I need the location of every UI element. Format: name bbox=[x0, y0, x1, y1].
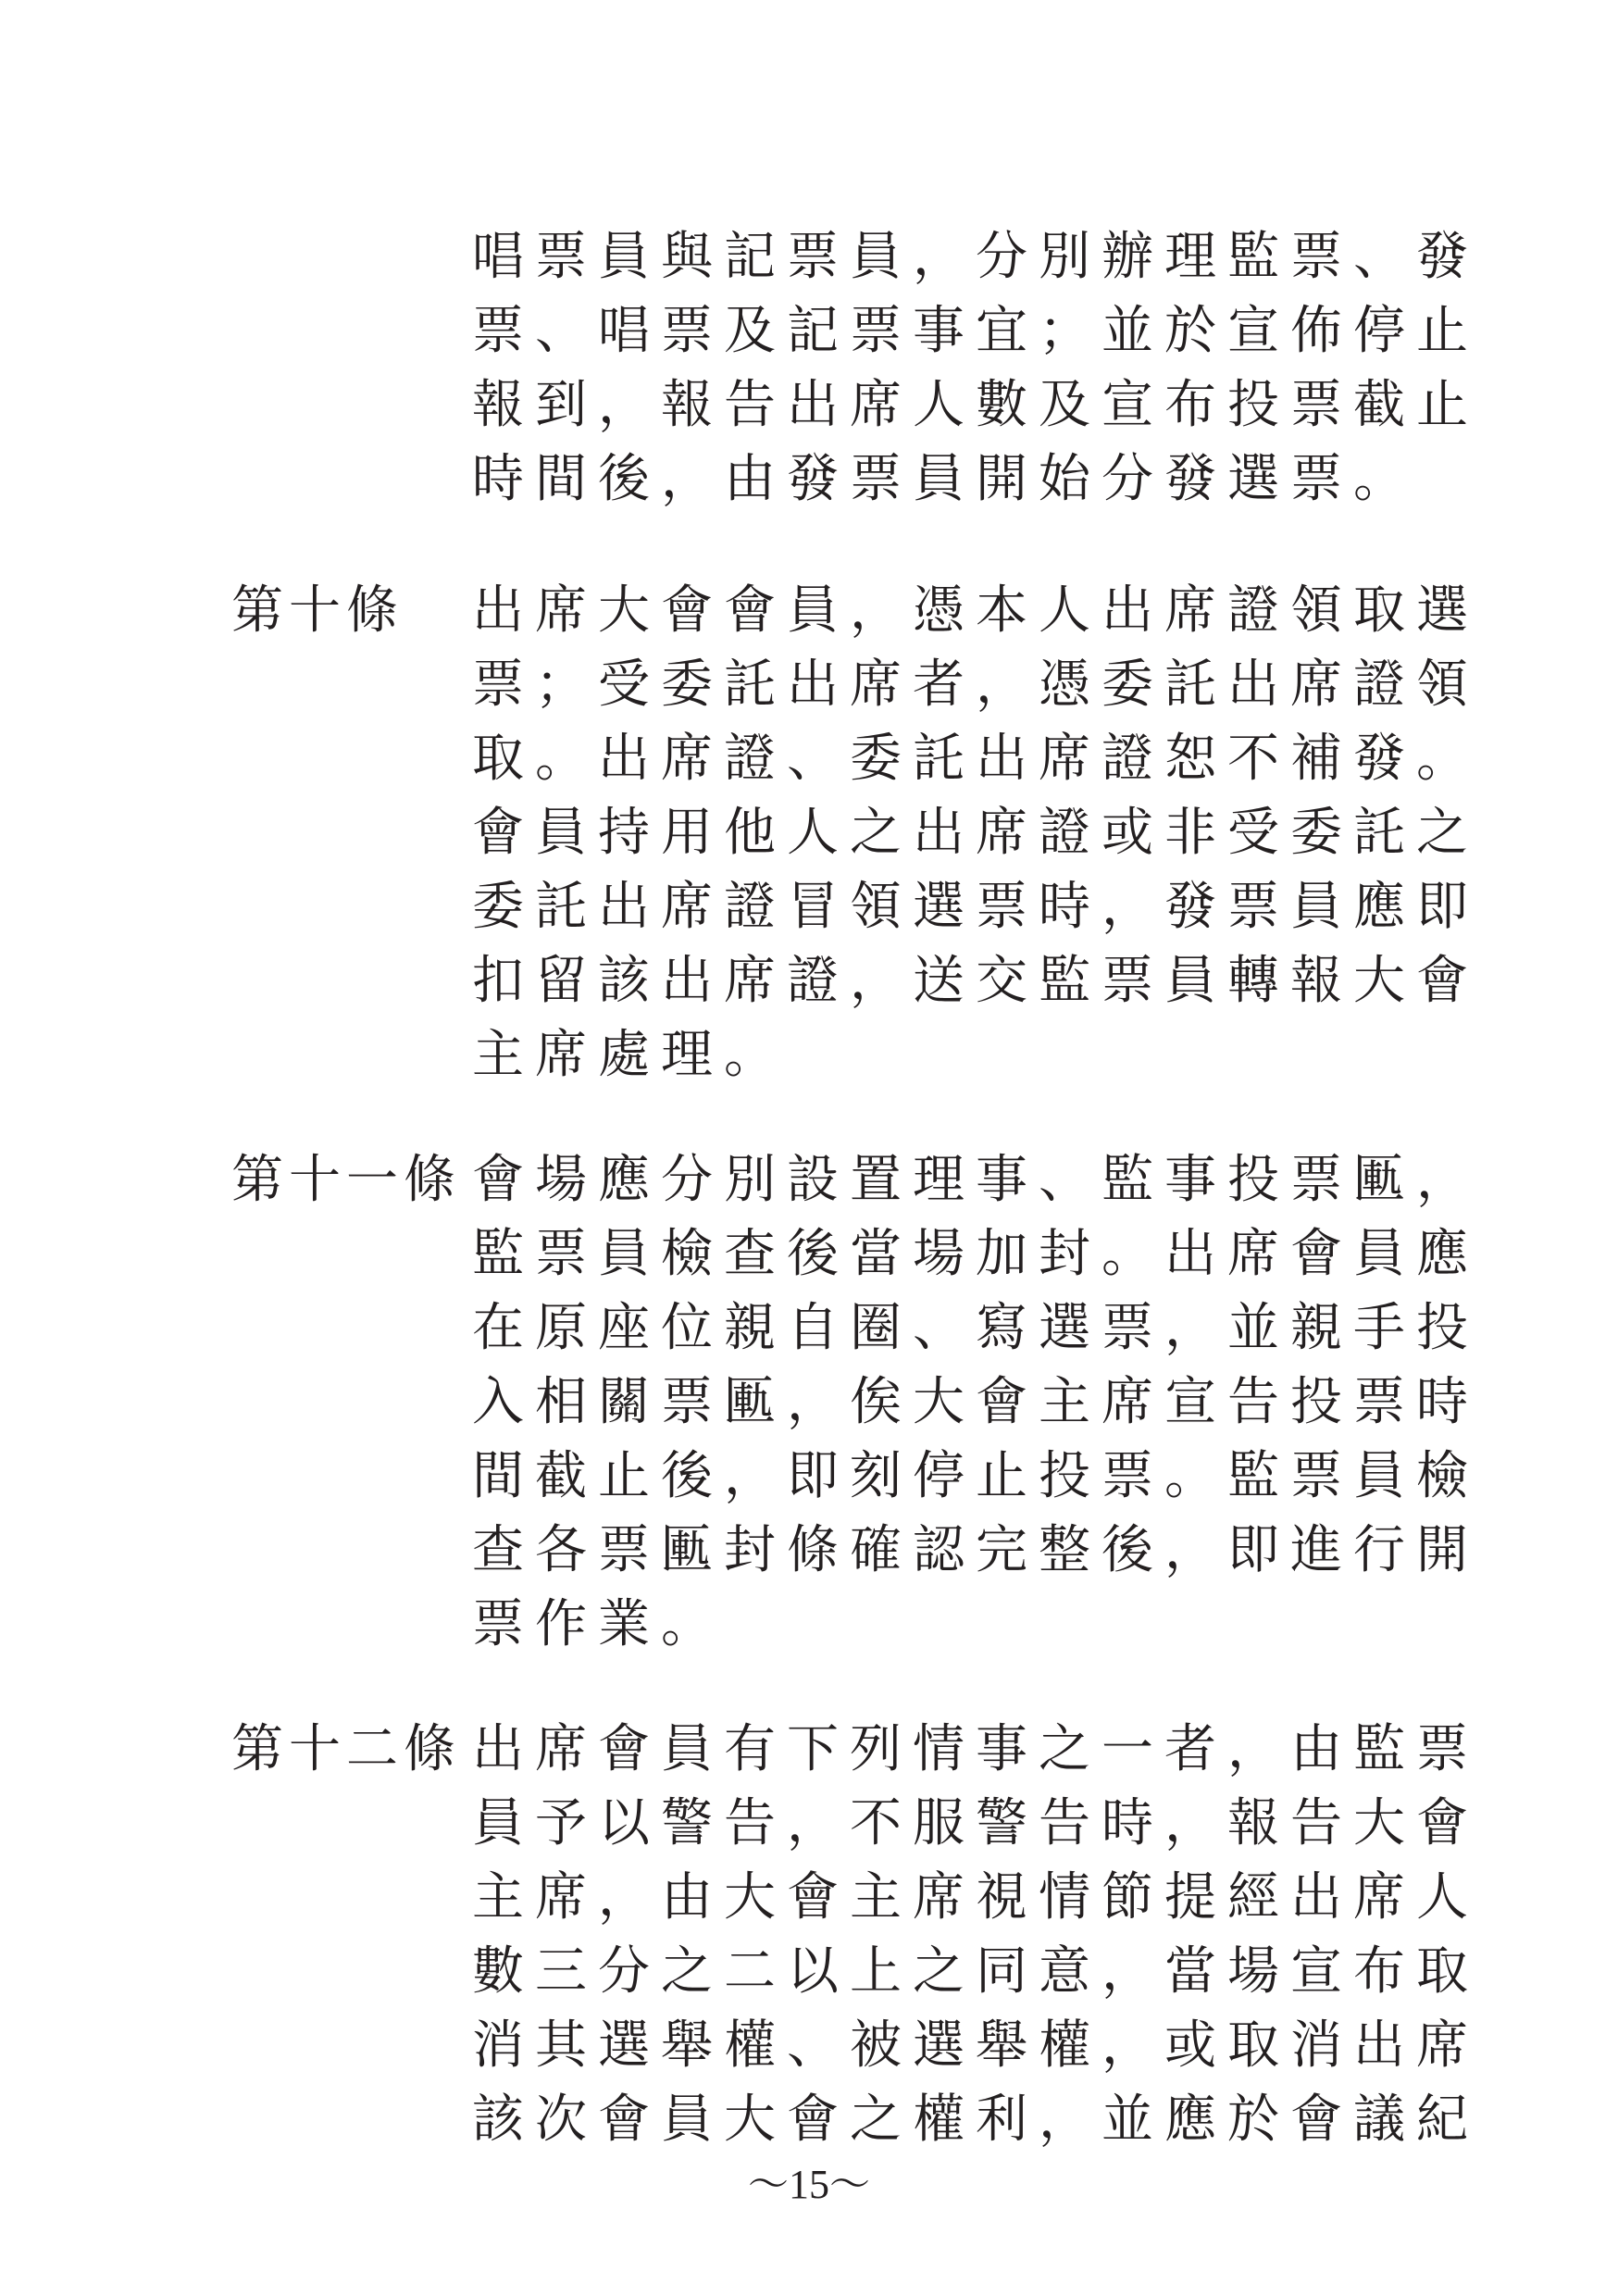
article-label: 第十條 bbox=[231, 580, 404, 641]
article-label: 第十一條 bbox=[231, 1150, 461, 1210]
text-line: 報到，報告出席人數及宣布投票截止 bbox=[472, 375, 1479, 435]
text-line: 票作業。 bbox=[472, 1594, 724, 1654]
text-line: 員予以警告，不服警告時，報告大會 bbox=[472, 1793, 1479, 1853]
text-line: 入相關票匭，俟大會主席宣告投票時 bbox=[472, 1372, 1479, 1432]
text-line: 唱票員與記票員，分別辦理監票、發 bbox=[472, 227, 1479, 287]
text-line: 時間後，由發票員開始分發選票。 bbox=[472, 449, 1416, 509]
text-line: 主席，由大會主席視情節提經出席人 bbox=[472, 1867, 1479, 1928]
article-label: 第十二條 bbox=[231, 1719, 461, 1779]
text-line: 主席處理。 bbox=[472, 1025, 787, 1085]
text-line: 間截止後，即刻停止投票。監票員檢 bbox=[472, 1446, 1479, 1506]
text-line: 票、唱票及記票事宜；並於宣佈停止 bbox=[472, 301, 1479, 361]
page-number: ～15～ bbox=[748, 2162, 870, 2207]
text-line: 取。出席證、委託出席證恕不補發。 bbox=[472, 729, 1479, 789]
text-line: 委託出席證冒領選票時，發票員應即 bbox=[472, 877, 1479, 937]
text-line: 票；受委託出席者，憑委託出席證領 bbox=[472, 655, 1479, 715]
text-line: 會場應分別設置理事、監事投票匭， bbox=[472, 1150, 1479, 1210]
text-line: 該次會員大會之權利，並應於會議紀 bbox=[472, 2090, 1479, 2150]
text-line: 扣留該出席證，送交監票員轉報大會 bbox=[472, 951, 1479, 1011]
text-line: 會員持用他人之出席證或非受委託之 bbox=[472, 803, 1479, 863]
text-line: 監票員檢查後當場加封。出席會員應 bbox=[472, 1224, 1479, 1284]
text-line: 出席大會會員，憑本人出席證領取選 bbox=[472, 580, 1479, 641]
text-line: 查各票匭封條確認完整後，即進行開 bbox=[472, 1520, 1479, 1580]
text-line: 數三分之二以上之同意，當場宣布取 bbox=[472, 1941, 1479, 2002]
text-line: 在原座位親自圈、寫選票，並親手投 bbox=[472, 1298, 1479, 1358]
text-line: 出席會員有下列情事之一者，由監票 bbox=[472, 1719, 1479, 1779]
text-line: 消其選舉權、被選舉權，或取消出席 bbox=[472, 2015, 1479, 2076]
